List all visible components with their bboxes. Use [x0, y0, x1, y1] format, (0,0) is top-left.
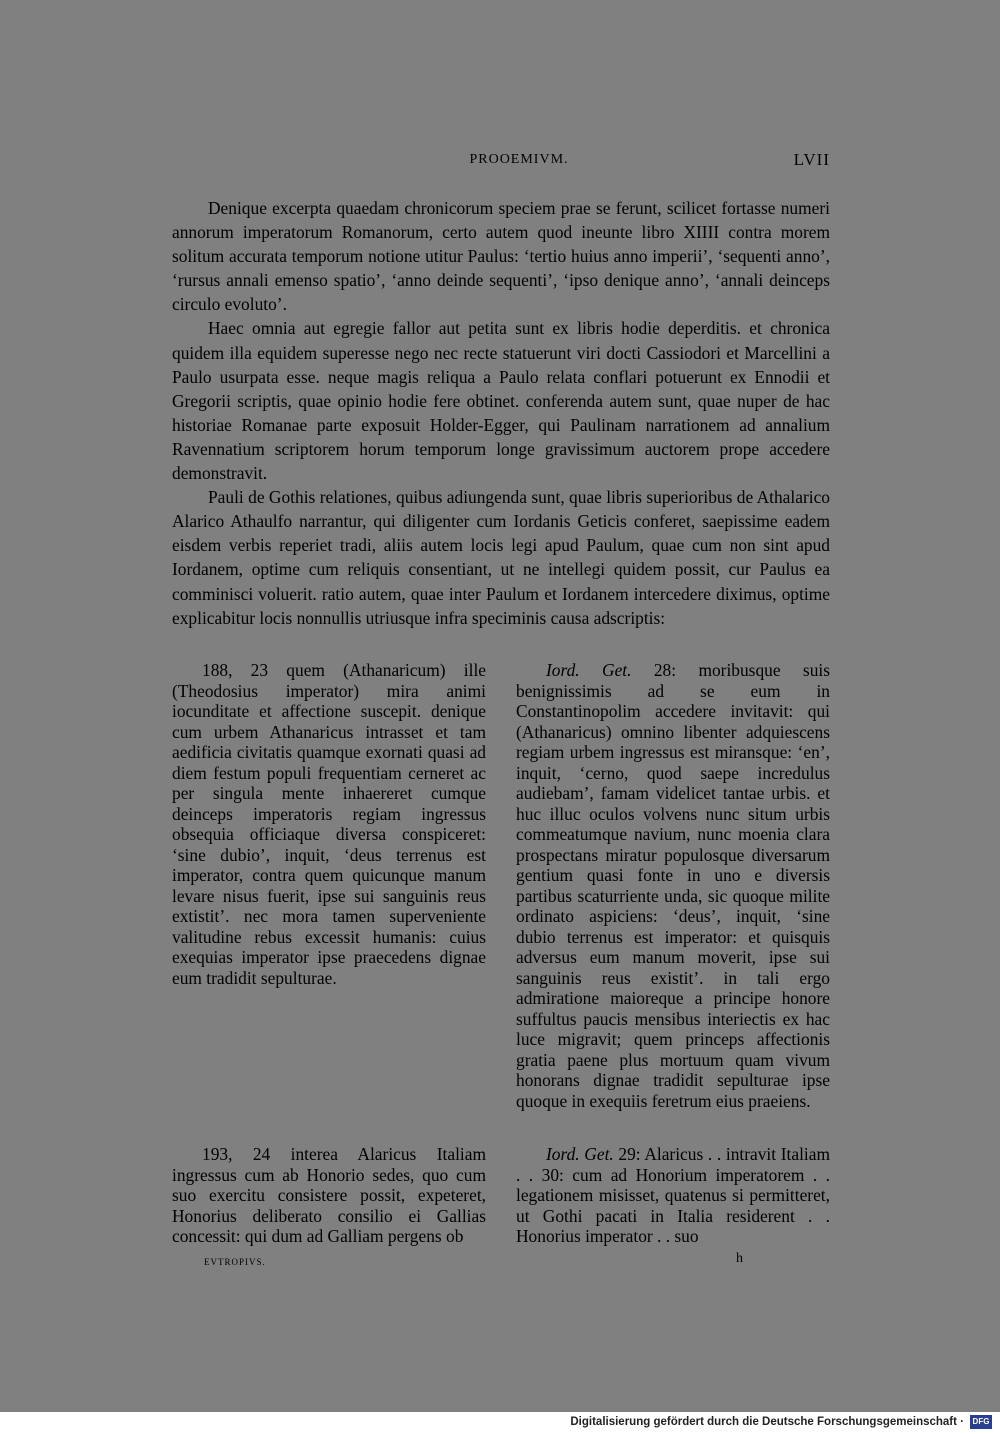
iordanes-text: 28: moribusque suis benignissimis ad se eum in Constantinopolim accedere invitavit: qui (Athanaricus) omnino libenter adquiescens regiam urbem ingressus est miransque: ‘en’, inquit, ‘cerno, quod saepe incredulus audiebam’, famam videlicet tantae urbis. et huc illuc oculos volvens nunc situm urbis commeatumque navium, nunc moenia clara prospectans miratur populosque diversarum gentium quasi fonte in uno e diversis partibus scaturriente unda, sic quoque milite ordinato aspiciens: ‘deus’, inquit, ‘sine dubio terrenus est imperator: et quisquis adversus eum manum moverit, ipse sui sanguinis reus existit’. in tali ergo admiratione maioreque a principe honore suffultus paucis mensibus interiectis ex hac luce migravit; quem princeps affectionis gratia paene plus mortuum quam vivum honorans dignae tradidit sepulturae ipse quoque in exequiis feretrum eius praeiens. [516, 660, 830, 1111]
iordanes-text: 29: Alaricus . . intravit Italiam . . 30: cum ad Honorium imperatorem . . legationem misisset, quatenus si permitteret, ut Gothi pacati in Italia residerent . . Honorius imperator . . suo [516, 1144, 830, 1246]
comparison-1-left [172, 660, 486, 988]
paragraph-3: Pauli de Gothis relationes, quibus adiungenda sunt, quae libris superioribus de Athalarico Alarico Athaulfo narrantur, qui diligenter cum Iordanis Geticis conferet, saepissime eadem eisdem verbis reperiet tradi, aliis autem locis legi apud Paulum, quae cum non sint apud Iordanem, optime cum reliquis consentiant, ut ne intellegi quidem possit, cur Paulus ea comminisci voluerit. ratio autem, quae inter Paulum et Iordanem intercedere diximus, optime explicabitur locis nonnullis utriusque infra speciminis causa adscriptis: [172, 487, 830, 628]
signature-mark: EVTROPIVS. [204, 1257, 266, 1267]
source-ref: Iord. Get. [546, 1144, 614, 1164]
paragraph-2: Haec omnia aut egregie fallor aut petita sunt ex libris hodie deperditis. et chronica quidem illa equidem superesse nego nec recte statuerunt viri docti Cassiodori et Marcellini a Paulo usurpata esse. neque magis reliqua a Paulo relata conflari potuerunt ex Ennodii et Gregorii scriptis, quae opinio hodie fere obtinet. conferenda autem sunt, quae nuper de hac historiae Romanae parte exposuit Holder-Egger, qui Paulinam narrationem ad annalium Ravennatium scriptorem horum temporum longe gravissimum auctorem prope accedere demonstravit. [172, 318, 830, 484]
sheet-mark: h [736, 1251, 743, 1266]
page-number: LVII [793, 150, 830, 169]
comparison-1-right [516, 660, 830, 1111]
iordanes-excerpt-2 [516, 1144, 830, 1247]
paragraph-1: Denique excerpta quaedam chronicorum speciem prae se ferunt, scilicet fortasse numeri annorum imperatorum Romanorum, certo autem quod ineunte libro XIIII contra morem solitum accurata temporum notione utitur Paulus: ‘tertio huius anno imperii’, ‘sequenti anno’, ‘rursus annali emenso spatio’, ‘anno deinde sequenti’, ‘ipso denique anno’, ‘annali deinceps circulo evoluto’. [172, 198, 830, 315]
source-ref: Iord. Get. [546, 660, 632, 680]
iordanes-excerpt-1 [516, 660, 830, 1111]
comparison-2-right [516, 1144, 830, 1247]
running-title: PROOEMIVM. [469, 152, 569, 167]
dfg-logo: DFG [970, 1415, 992, 1429]
dfg-credit: Digitalisierung gefördert durch die Deutsche Forschungsgemeinschaft · [570, 1416, 964, 1428]
main-text [172, 196, 830, 630]
page-header [208, 150, 830, 174]
comparison-2-left [172, 1144, 486, 1247]
paulus-excerpt-1: 188, 23 quem (Athanaricum) ille (Theodosius imperator) mira animi iocunditate et affectione suscepit. denique cum urbem Athanaricus intrasset et tam aedificia civitatis quamque exornati quasi ad diem festum populi frequentiam cerneret ac per singula mente inhaereret cumque deinceps imperatoris regiam ingressus obsequia officiaque diversa conspiceret: ‘sine dubio’, inquit, ‘deus terrenus est imperator, contra quem quicunque manum levare nisus fuerit, ipse sui sanguinis reus extistit’. nec mora tamen superveniente valitudine rebus excessit humanis: cuius exequias imperator ipse praecedens dignae eum tradidit sepulturae. [172, 660, 486, 988]
paulus-excerpt-2: 193, 24 interea Alaricus Italiam ingressus cum ab Honorio sedes, quo cum suo exercitu consistere possit, expeteret, Honorius deliberato consilio ei Gallias concessit: qui dum ad Galliam pergens ob [172, 1144, 486, 1246]
